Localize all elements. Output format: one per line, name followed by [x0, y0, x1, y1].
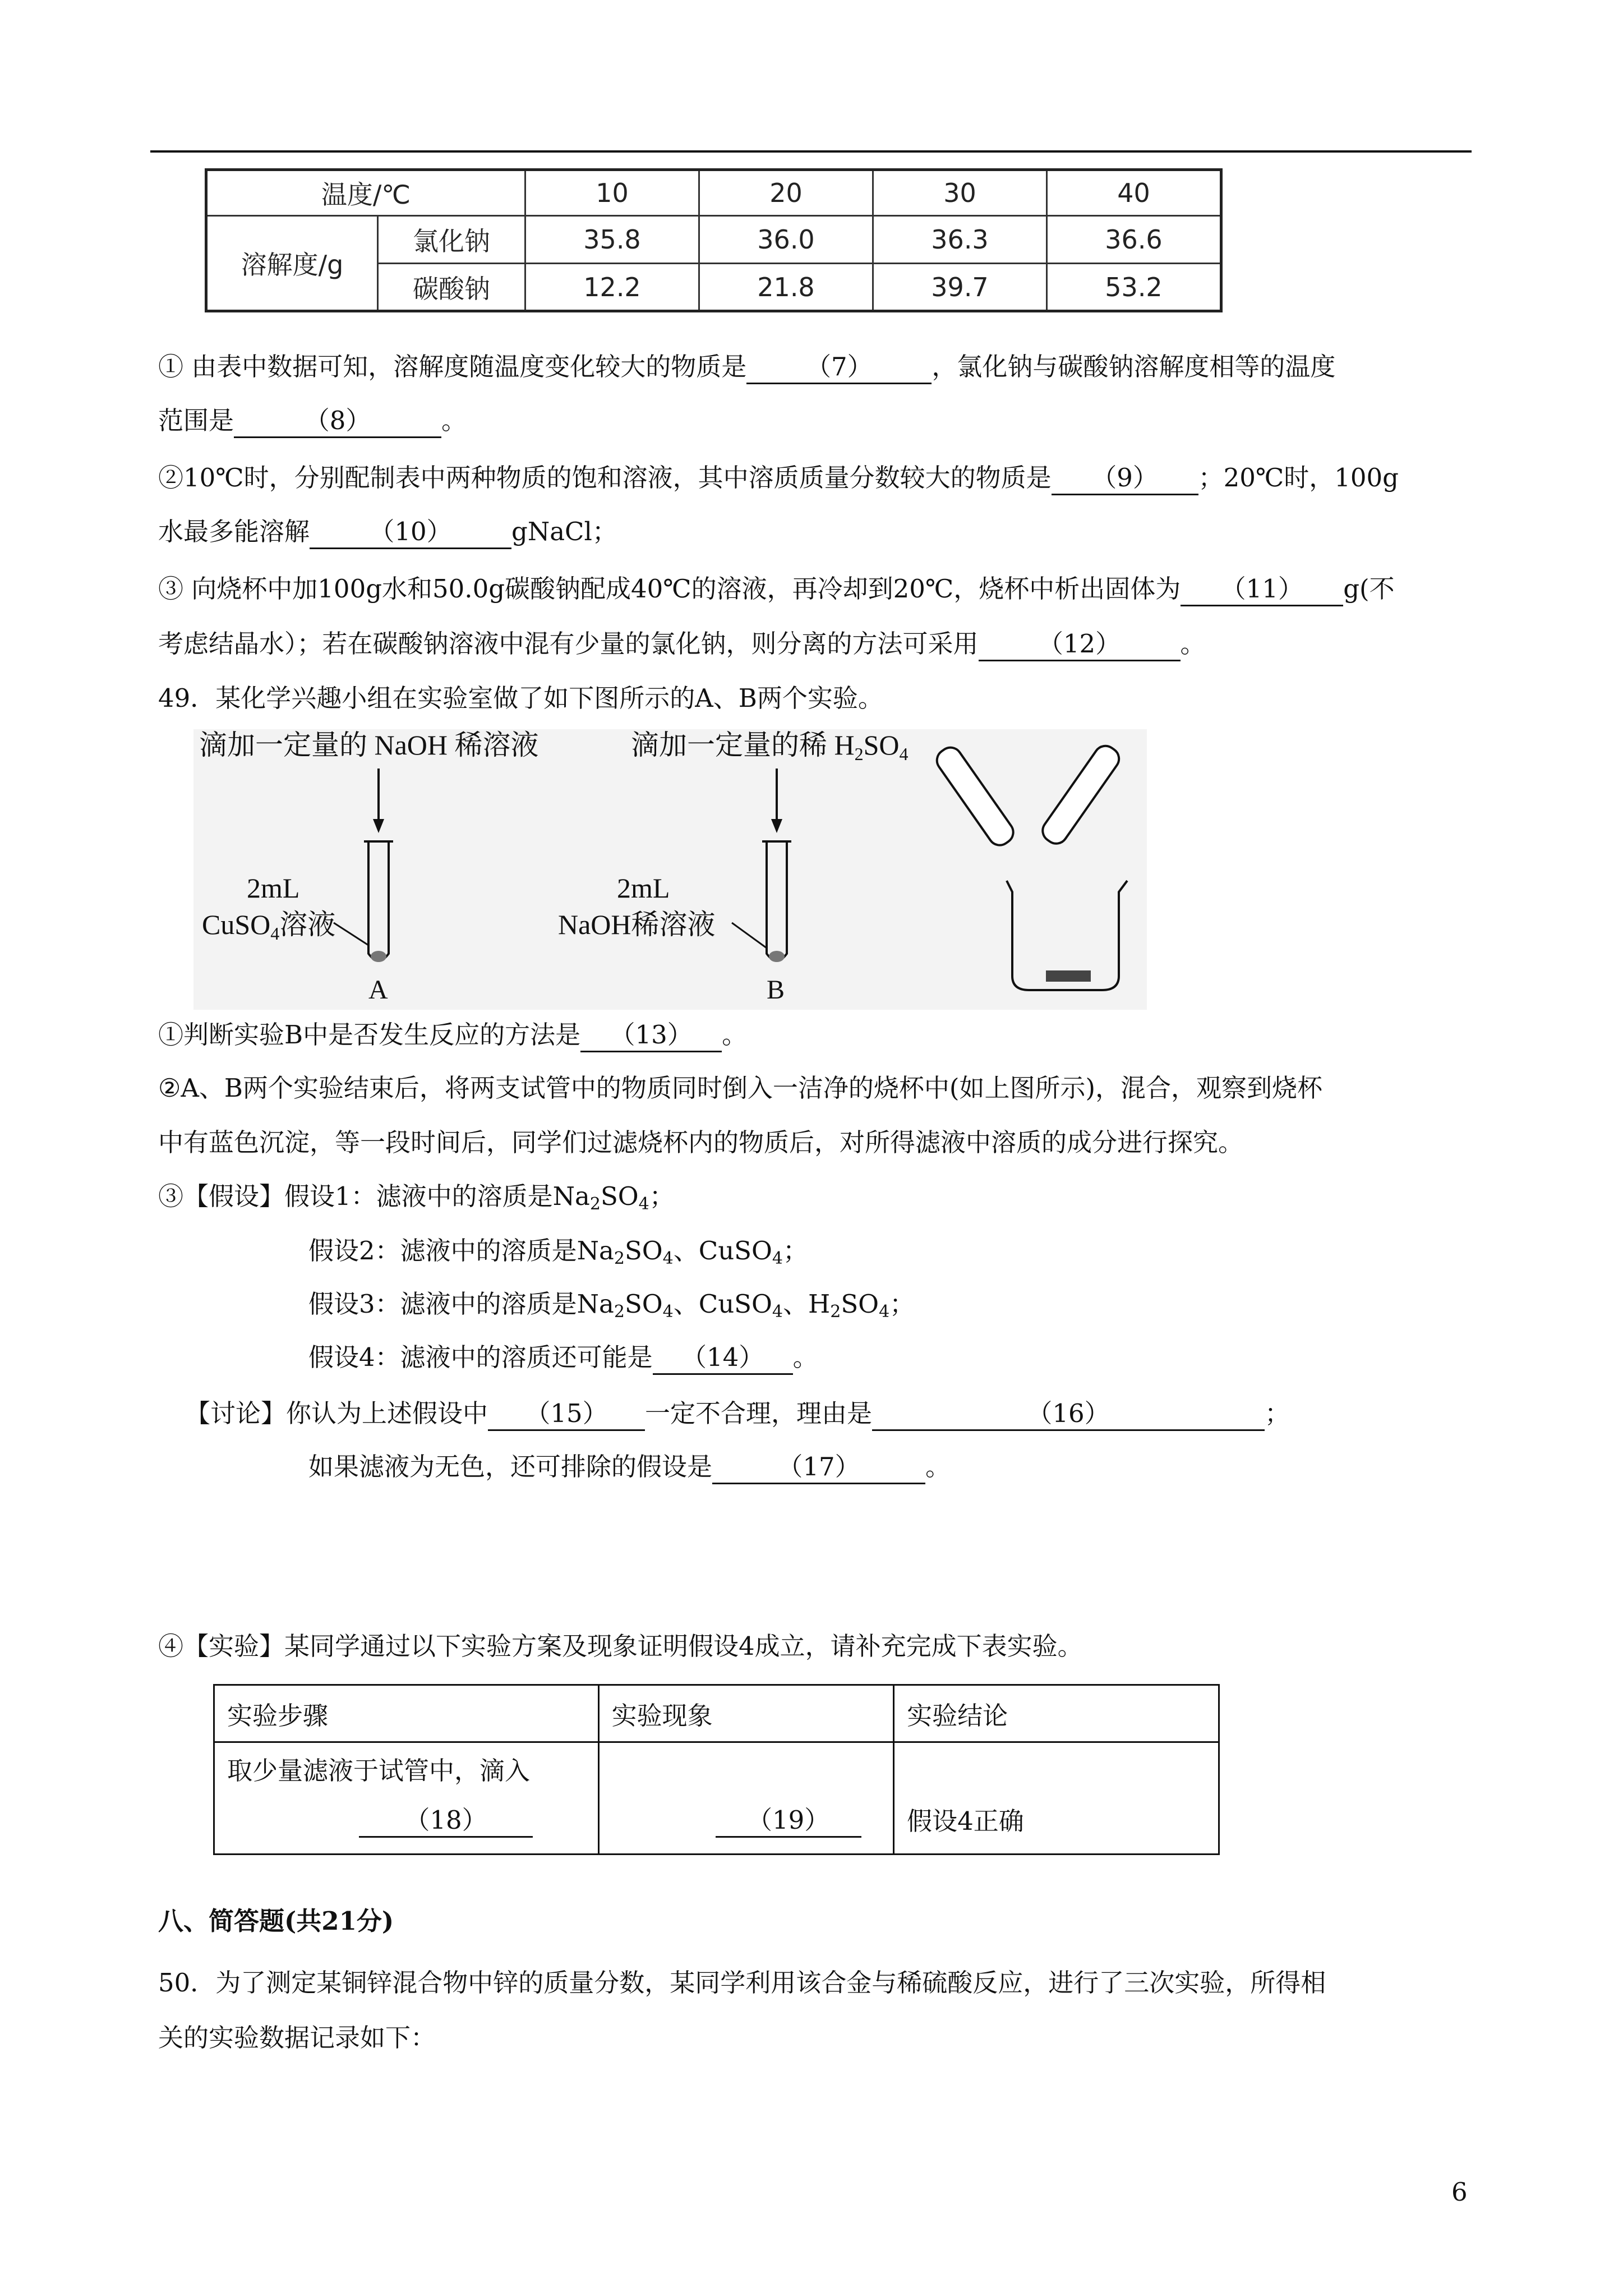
- q49-s2-line-1: ②A、B两个实验结束后，将两支试管中的物质同时倒入一洁净的烧杯中(如上图所示)，混合，观察到烧杯: [158, 1073, 1323, 1103]
- phenomenon-cell: [598, 1742, 893, 1855]
- hypothesis-1: ③【假设】假设1：滤液中的溶质是$Na_2SO_4$；: [158, 1181, 675, 1214]
- q50-line-2: 关的实验数据记录如下：: [158, 2023, 436, 2053]
- experiment-figure: [193, 729, 1147, 1010]
- blank-13: （13）: [580, 1019, 722, 1052]
- step-cell: 取少量滤液于试管中，滴入 （18）: [214, 1742, 599, 1855]
- tag-a: A: [368, 975, 388, 1005]
- tube-a-liquid: [371, 951, 386, 962]
- experiment-title: ④【实验】某同学通过以下实验方案及现象证明假设4成立，请补充完成下表实验。: [158, 1631, 1083, 1661]
- blank-16: （16）: [872, 1398, 1265, 1431]
- solubility-label: 溶解度/g: [206, 216, 378, 311]
- table-header: 实验步骤: [214, 1685, 599, 1742]
- solubility-table: [205, 168, 1223, 312]
- blank-19: （19）: [716, 1805, 861, 1838]
- beaker-precipitate: [1046, 970, 1091, 982]
- conclusion-cell: 假设4正确: [894, 1742, 1219, 1855]
- hypothesis-2: 假设2：滤液中的溶质是$Na_2SO_4$、CuSO$_4$；: [308, 1236, 809, 1268]
- drop-label-a: 滴加一定量的 NaOH 稀溶液: [199, 729, 539, 761]
- temp-cell: 30: [873, 170, 1047, 216]
- blank-18: （18）: [359, 1805, 533, 1838]
- vol-label-b: 2mL: [617, 872, 670, 904]
- q48-line-3: ②10℃时，分别配制表中两种物质的饱和溶液，其中溶质质量分数较大的物质是 （9） ；20℃时，100g: [158, 461, 1399, 495]
- blank-7: （7）: [746, 351, 932, 384]
- blank-15: （15）: [488, 1398, 645, 1431]
- table-cell: 53.2: [1047, 264, 1221, 311]
- table-header: 实验结论: [894, 1685, 1219, 1742]
- experiment-table: [213, 1684, 1220, 1855]
- header-rule: [150, 150, 1472, 153]
- section-8-title: 八、简答题(共21分): [158, 1906, 394, 1936]
- tube-b-liquid: [769, 951, 785, 962]
- blank-17: （17）: [712, 1451, 925, 1484]
- hypothesis-4: 假设4：滤液中的溶质还可能是 （14） 。: [308, 1341, 818, 1375]
- q48-line-4: 水最多能溶解 （10） gNaCl；: [158, 515, 617, 549]
- figure-background: [193, 729, 1147, 1010]
- blank-12: （12）: [979, 628, 1181, 661]
- row-name: 氯化钠: [378, 216, 525, 264]
- temp-cell: 20: [699, 170, 873, 216]
- q48-line-2: 范围是 （8） 。: [158, 404, 467, 438]
- q48-line-6: 考虑结晶水）；若在碳酸钠溶液中混有少量的氯化钠，则分离的方法可采用 （12） 。: [158, 627, 1206, 661]
- q49-s1: ①判断实验B中是否发生反应的方法是 （13） 。: [158, 1018, 747, 1052]
- discussion-line-2: 如果滤液为无色，还可排除的假设是 （17） 。: [308, 1450, 951, 1484]
- table-cell: 36.3: [873, 216, 1047, 264]
- table-cell: 36.0: [699, 216, 873, 264]
- temp-cell: 10: [525, 170, 699, 216]
- table-cell: 12.2: [525, 264, 699, 311]
- temp-cell: 40: [1047, 170, 1221, 216]
- q48-line-5: ③ 向烧杯中加100g水和50.0g碳酸钠配成40℃的溶液，再冷却到20℃，烧杯中析出固体为 （11） g(不: [158, 572, 1395, 606]
- page-number: 6: [1451, 2177, 1468, 2207]
- hypothesis-3: 假设3：滤液中的溶质是$Na_2SO_4$、CuSO$_4$、$H_2SO_4$；: [308, 1289, 915, 1322]
- blank-10: （10）: [310, 516, 511, 549]
- table-cell: 21.8: [699, 264, 873, 311]
- solution-label-a: CuSO$_4$溶液: [202, 909, 336, 944]
- table-header: 实验现象: [598, 1685, 893, 1742]
- blank-14: （14）: [653, 1342, 793, 1375]
- blank-9: （9）: [1052, 462, 1198, 495]
- q48-line-1: ① 由表中数据可知，溶解度随温度变化较大的物质是 （7） ，氯化钠与碳酸钠溶解度相等的温度: [158, 350, 1335, 384]
- blank-8: （8）: [234, 405, 441, 438]
- q49-s2-line-2: 中有蓝色沉淀，等一段时间后，同学们过滤烧杯内的物质后，对所得滤液中溶质的成分进行探究。: [158, 1128, 1244, 1157]
- table-cell: 39.7: [873, 264, 1047, 311]
- table-cell: 35.8: [525, 216, 699, 264]
- tag-b: B: [767, 975, 785, 1005]
- row-name: 碳酸钠: [378, 264, 525, 311]
- temp-header: 温度/℃: [206, 170, 525, 216]
- solution-label-b: NaOH稀溶液: [558, 909, 716, 940]
- blank-11: （11）: [1181, 573, 1343, 606]
- table-cell: 36.6: [1047, 216, 1221, 264]
- vol-label-a: 2mL: [247, 872, 300, 904]
- drop-label-b: 滴加一定量的稀 $H_2SO_4$: [631, 729, 909, 764]
- q50-line-1: 50．为了测定某铜锌混合物中锌的质量分数，某同学利用该合金与稀硫酸反应，进行了三次实验，所得相: [158, 1968, 1326, 1998]
- discussion-line-1: 【讨论】你认为上述假设中 （15） 一定不合理，理由是 （16） ；: [185, 1397, 1290, 1431]
- q49-title: 49．某化学兴趣小组在实验室做了如下图所示的A、B两个实验。: [158, 683, 883, 713]
